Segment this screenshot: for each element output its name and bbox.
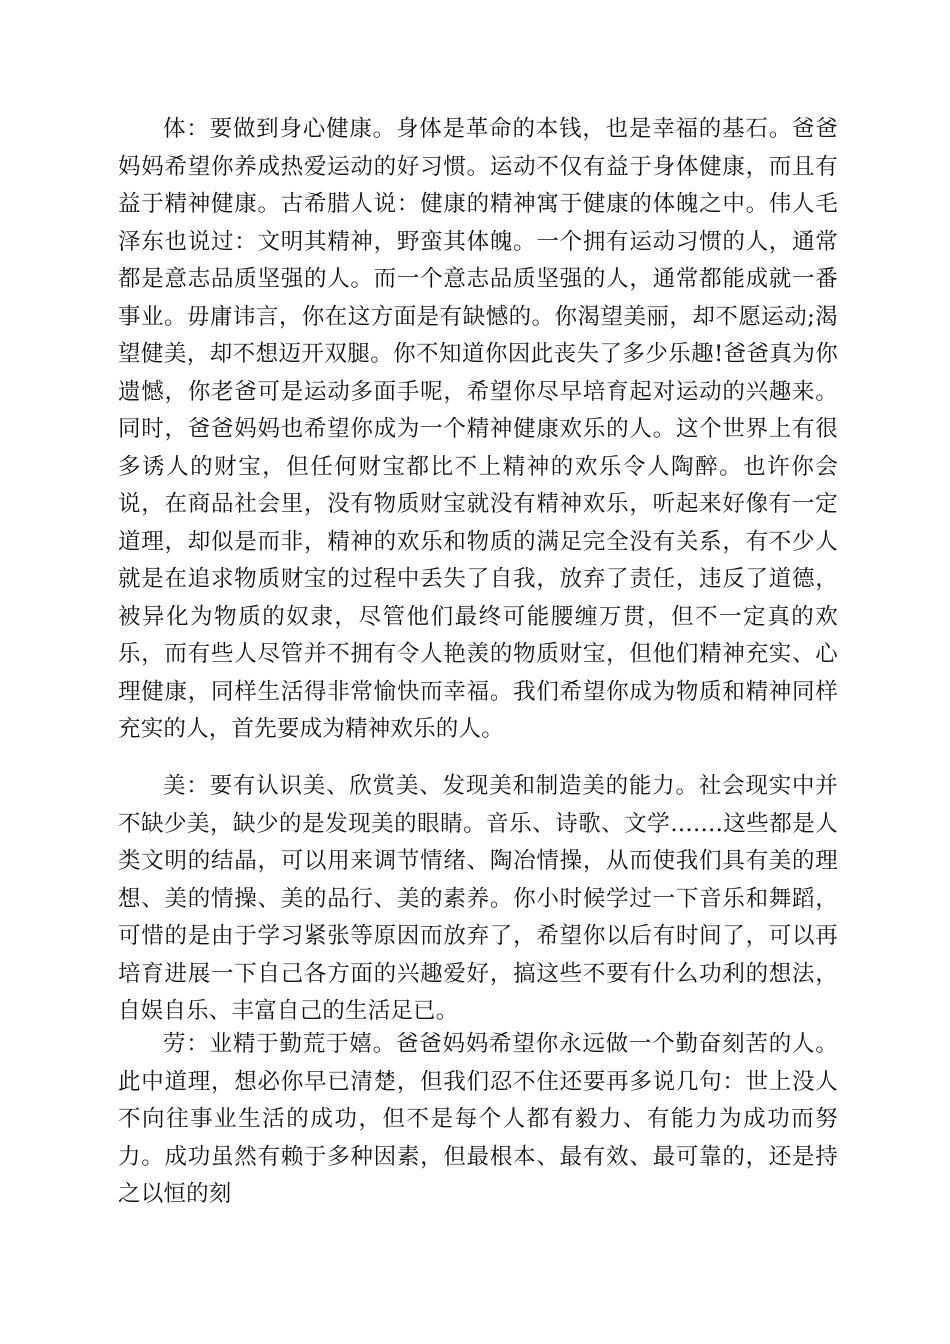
paragraph-ti: 体：要做到身心健康。身体是革命的本钱，也是幸福的基石。爸爸妈妈希望你养成热爱运动的好习惯。运动不仅有益于身体健康，而且有益于精神健康。古希腊人说：健康的精神寓于健康的体魄之中。伟人毛泽东也说过：文明其精神，野蛮其体魄。一个拥有运动习惯的人，通常都是意志品质坚强的人。而一个意志品质坚强的人，通常都能成就一番事业。毋庸讳言，你在这方面是有缺憾的。你渴望美丽，却不愿运动;渴望健美，却不想迈开双腿。你不知道你因此丧失了多少乐趣!爸爸真为你遗憾，你老爸可是运动多面手呢，希望你尽早培育起对运动的兴趣来。同时，爸爸妈妈也希望你成为一个精神健康欢乐的人。这个世界上有很多诱人的财宝，但任何财宝都比不上精神的欢乐令人陶醉。也许你会说，在商品社会里，没有物质财宝就没有精神欢乐，听起来好像有一定道理，却似是而非，精神的欢乐和物质的满足完全没有关系，有不少人就是在追求物质财宝的过程中丢失了自我，放弃了责任，违反了道德，被异化为物质的奴隶，尽管他们最终可能腰缠万贯，但不一定真的欢乐，而有些人尽管并不拥有令人艳羡的物质财宝，但他们精神充实、心理健康，同样生活得非常愉快而幸福。我们希望你成为物质和精神同样充实的人，首先要成为精神欢乐的人。 xyxy=(118,116,838,742)
paragraph-lao: 劳：业精于勤荒于嬉。爸爸妈妈希望你永远做一个勤奋刻苦的人。此中道理，想必你早已清楚，但我们忍不住还要再多说几句：世上没人不向往事业生活的成功，但不是每个人都有毅力、有能力为成功而努力。成功虽然有赖于多种因素，但最根本、最有效、最可靠的，还是持之以恒的刻 xyxy=(118,1031,838,1207)
paragraph-mei: 美：要有认识美、欣赏美、发现美和制造美的能力。社会现实中并不缺少美，缺少的是发现美的眼睛。音乐、诗歌、文学…….这些都是人类文明的结晶，可以用来调节情绪、陶冶情操，从而使我们具有美的理想、美的情操、美的品行、美的素养。你小时候学过一下音乐和舞蹈，可惜的是由于学习紧张等原因而放弃了，希望你以后有时间了，可以再培育进展一下自己各方面的兴趣爱好，搞这些不要有什么功利的想法，自娱自乐、丰富自己的生活足已。 xyxy=(118,773,838,1024)
